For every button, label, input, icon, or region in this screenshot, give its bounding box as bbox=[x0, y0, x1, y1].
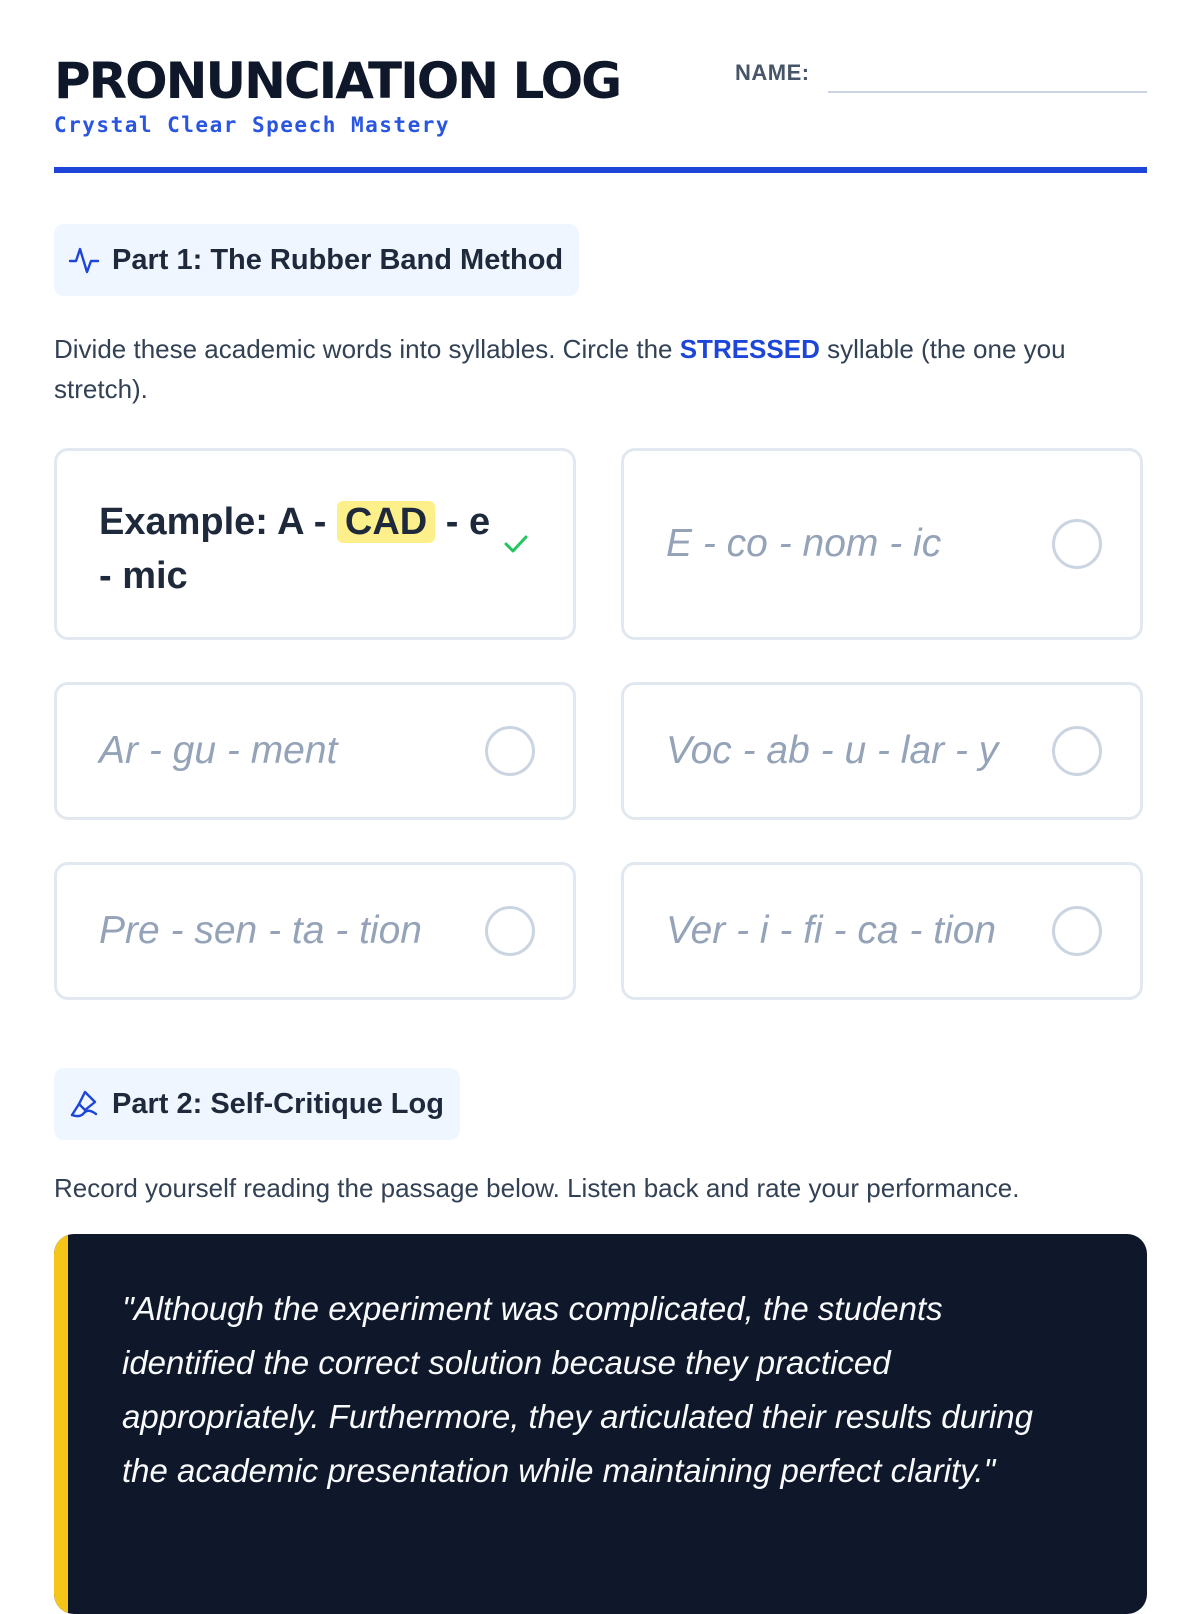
syllable-word: Ver - i - fi - ca - tion bbox=[666, 909, 997, 952]
part2-heading bbox=[54, 1068, 460, 1140]
word-card bbox=[621, 862, 1143, 1000]
stress-circle[interactable] bbox=[485, 726, 535, 776]
stressed-keyword: STRESSED bbox=[679, 334, 820, 364]
check-icon bbox=[501, 529, 531, 559]
part2-instructions: Record yourself reading the passage below. Listen back and rate your performance. bbox=[54, 1173, 1020, 1203]
word-card bbox=[54, 682, 576, 820]
part2-title: Part 2: Self-Critique Log bbox=[112, 1087, 444, 1120]
header bbox=[54, 0, 1147, 175]
stress-circle[interactable] bbox=[1052, 906, 1102, 956]
microphone-icon bbox=[68, 1088, 100, 1120]
stress-circle[interactable] bbox=[1052, 726, 1102, 776]
reading-passage bbox=[54, 1234, 1147, 1614]
part1-instructions-text: Divide these academic words into syllables. Circle the bbox=[54, 334, 680, 364]
page-subtitle: Crystal Clear Speech Mastery bbox=[54, 113, 451, 137]
header-divider bbox=[54, 167, 1147, 173]
example-card bbox=[54, 448, 576, 640]
example-prefix: Example: A - bbox=[99, 501, 337, 543]
part1-heading bbox=[54, 224, 579, 296]
example-stressed-syllable: CAD bbox=[337, 501, 435, 543]
word-card bbox=[621, 448, 1143, 640]
name-label: NAME: bbox=[735, 60, 810, 85]
syllable-word: Pre - sen - ta - tion bbox=[99, 909, 422, 952]
example-word bbox=[99, 495, 494, 603]
syllable-word: Voc - ab - u - lar - y bbox=[666, 729, 999, 772]
name-field[interactable] bbox=[828, 91, 1147, 93]
part1-title: Part 1: The Rubber Band Method bbox=[112, 243, 564, 276]
passage-text: "Although the experiment was complicated, the students identified the correct solution because they practiced appropriately. Furthermore, they articulated their results during the academic presentation while maintaining perfect clarity." bbox=[122, 1290, 1033, 1489]
word-card bbox=[54, 862, 576, 1000]
page-title: PRONUNCIATION LOG bbox=[54, 52, 621, 110]
part1-instructions-text-end: syllable (the one you stretch). bbox=[54, 334, 1066, 404]
part1-instructions bbox=[54, 329, 1147, 409]
example-suffix: - e - mic bbox=[99, 501, 491, 597]
word-card bbox=[621, 682, 1143, 820]
passage-accent-bar bbox=[54, 1234, 68, 1614]
syllable-word: Ar - gu - ment bbox=[99, 729, 338, 772]
syllable-word: E - co - nom - ic bbox=[666, 522, 942, 565]
activity-pulse-icon bbox=[68, 244, 100, 276]
worksheet-page bbox=[54, 0, 1147, 1489]
stress-circle[interactable] bbox=[1052, 519, 1102, 569]
stress-circle[interactable] bbox=[485, 906, 535, 956]
